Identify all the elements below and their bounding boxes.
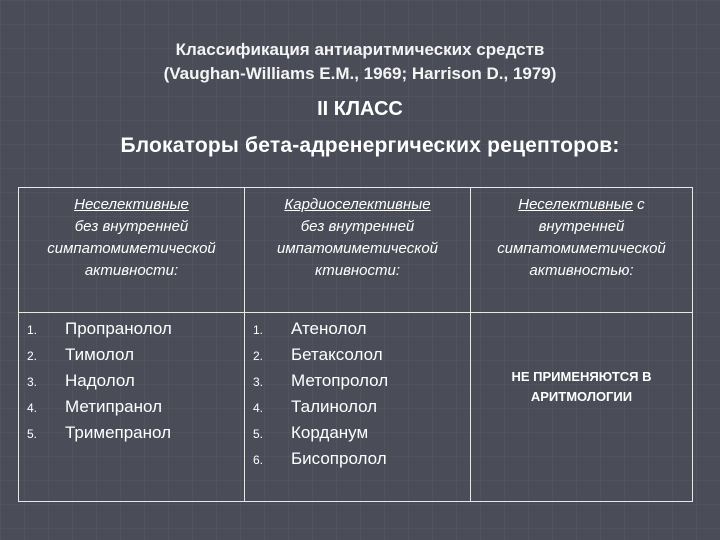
item-number: 3. [253, 375, 264, 389]
drug-name: Метопролол [291, 371, 389, 390]
item-number: 1. [27, 323, 38, 337]
drug-list [245, 319, 470, 475]
class-subtitle: Блокаторы бета-адренергических рецепторов: [120, 134, 620, 157]
list-item [19, 319, 244, 345]
list-item [19, 397, 244, 423]
header-underlined: Неселективные [518, 196, 634, 213]
list-item [245, 319, 470, 345]
header-line: без внутренней [74, 218, 189, 235]
table-header-row [19, 188, 693, 313]
header-line: импатомиметической [276, 240, 438, 257]
drug-name: Корданум [291, 423, 369, 442]
drug-name: Пропранолол [65, 319, 172, 338]
header-nonselective [19, 188, 245, 313]
list-item [245, 449, 470, 475]
class-title: II КЛАСС [317, 98, 403, 120]
drug-name: Тримепранол [65, 423, 172, 442]
drug-list [19, 319, 244, 449]
item-number: 3. [27, 375, 38, 389]
drug-name: Метипранол [65, 397, 163, 416]
header-line: Неселективные [74, 196, 189, 213]
drug-name: Бисопролол [291, 449, 387, 468]
item-number: 4. [253, 401, 264, 415]
item-number: 2. [253, 349, 264, 363]
item-number: 5. [253, 427, 264, 441]
list-item [245, 397, 470, 423]
drug-list-cell-cardioselective [245, 313, 471, 502]
drug-name: Надолол [65, 371, 135, 390]
list-item [245, 345, 470, 371]
header-line: Кардиоселективные [284, 196, 431, 213]
title-line-2: (Vaughan-Williams E.M., 1969; Harrison D., 1979) [163, 64, 557, 83]
header-line: внутренней [538, 218, 625, 235]
drug-name: Тимолол [65, 345, 135, 364]
header-line: симпатомиметической [47, 240, 216, 257]
item-number: 1. [253, 323, 264, 337]
note-line: НЕ ПРИМЕНЯЮТСЯ В [511, 369, 652, 384]
list-item [19, 423, 244, 449]
header-cardioselective [245, 188, 471, 313]
drug-name: Бетаксолол [291, 345, 383, 364]
header-nonselective-isa [471, 188, 693, 313]
note-cell [471, 313, 693, 502]
table-body-row [19, 313, 693, 502]
list-item [245, 371, 470, 397]
list-item [19, 345, 244, 371]
item-number: 5. [27, 427, 38, 441]
title-line-1: Классификация антиаритмических средств [175, 40, 545, 59]
item-number: 6. [253, 453, 264, 467]
header-line: ктивности: [314, 262, 401, 279]
list-item [19, 371, 244, 397]
slide-title [0, 38, 720, 86]
not-used-note [471, 367, 692, 407]
classification-table [18, 187, 693, 502]
header-rest: с [633, 196, 645, 213]
drug-name: Талинолол [291, 397, 378, 416]
item-number: 4. [27, 401, 38, 415]
header-line [475, 194, 688, 216]
header-line: активностью: [529, 262, 634, 279]
drug-name: Атенолол [291, 319, 367, 338]
drug-list-cell-nonselective [19, 313, 245, 502]
note-line: АРИТМОЛОГИИ [530, 389, 633, 404]
header-line: активности: [84, 262, 179, 279]
header-line: симпатомиметической [497, 240, 666, 257]
header-line: без внутренней [300, 218, 415, 235]
list-item [245, 423, 470, 449]
item-number: 2. [27, 349, 38, 363]
